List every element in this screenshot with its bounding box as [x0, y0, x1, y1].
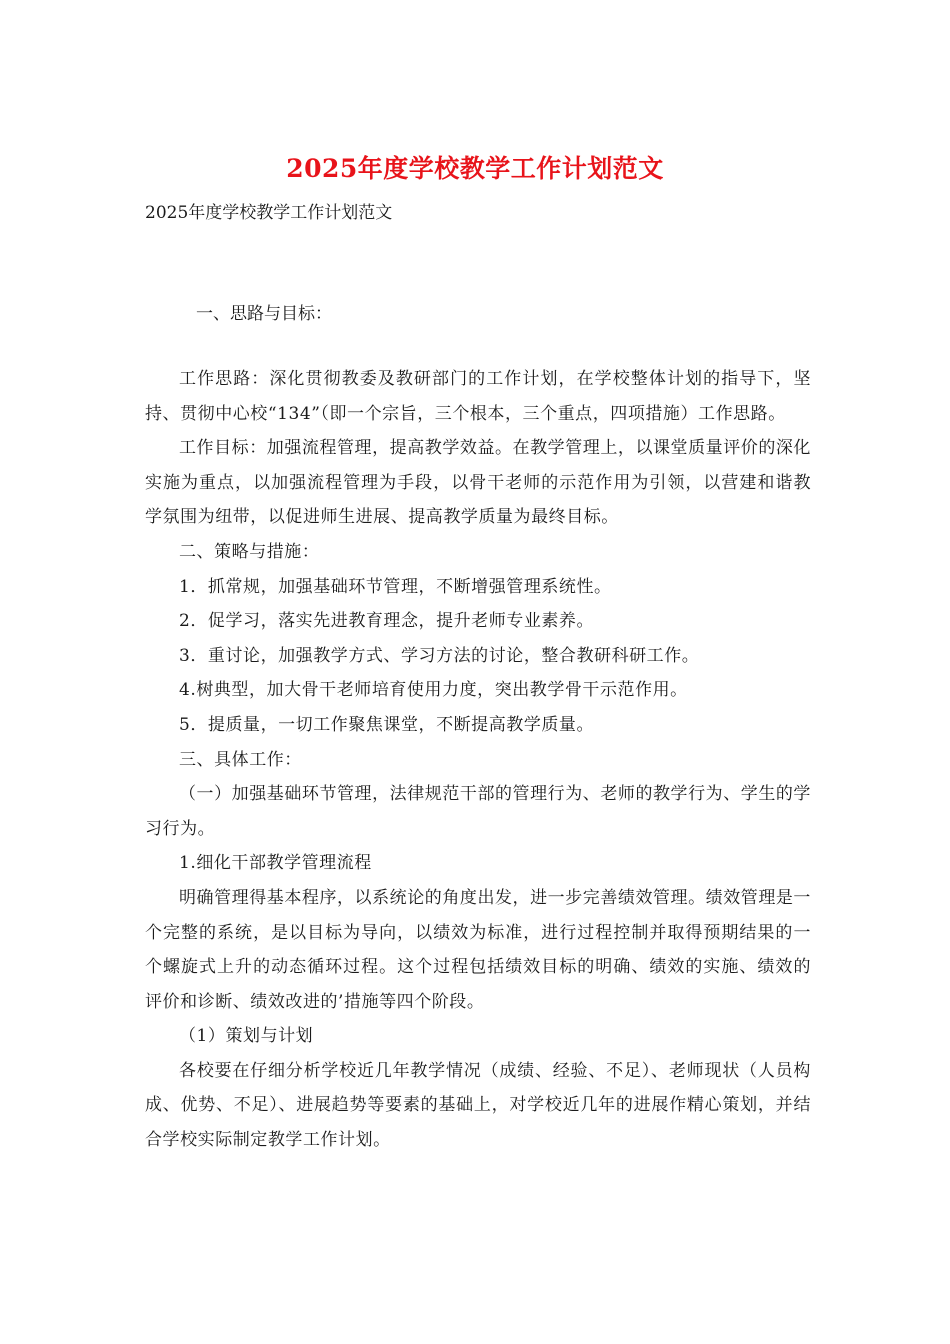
- document-subtitle: 2025年度学校教学工作计划范文: [145, 203, 393, 223]
- list-item: 4.树典型，加大骨干老师培育使用力度，突出教学骨干示范作用。: [179, 680, 688, 701]
- section-heading-3: 三、具体工作：: [179, 749, 302, 770]
- list-item: 1．抓常规，加强基础环节管理，不断增强管理系统性。: [179, 576, 612, 597]
- subsection-planning-heading: （1）策划与计划: [179, 1026, 314, 1047]
- subsection-heading-1: （一）加强基础环节管理，法律规范干部的管理行为、老师的教学行为、学生的学习行为。: [145, 784, 811, 839]
- document-body: [145, 362, 811, 1158]
- subsection-item-heading: 1.细化干部教学管理流程: [179, 853, 372, 874]
- list-item: 3．重讨论，加强教学方式、学习方法的讨论，整合教研科研工作。: [179, 645, 700, 666]
- list-item: 2．促学习，落实先进教育理念，提升老师专业素养。: [179, 611, 595, 632]
- document-title: 2025年度学校教学工作计划范文: [286, 154, 664, 183]
- paragraph-work-approach: 工作思路：深化贯彻教委及教研部门的工作计划，在学校整体计划的指导下，坚持、贯彻中心校“134”（即一个宗旨，三个根本，三个重点，四项措施）工作思路。: [145, 369, 811, 424]
- paragraph-performance-management: 明确管理得基本程序，以系统论的角度出发，进一步完善绩效管理。绩效管理是一个完整的系统，是以目标为导向，以绩效为标准，进行过程控制并取得预期结果的一个螺旋式上升的动态循环过程。这个过程包括绩效目标的明确、绩效的实施、绩效的评价和诊断、绩效改进的’措施等四个阶段。: [145, 887, 811, 1012]
- section-heading-2: 二、策略与措施：: [179, 541, 320, 562]
- section-heading-1: 一、思路与目标：: [196, 304, 332, 324]
- paragraph-work-goal: 工作目标：加强流程管理，提高教学效益。在教学管理上，以课堂质量评价的深化实施为重点，以加强流程管理为手段，以骨干老师的示范作用为引领，以营建和谐教学氛围为纽带，以促进师生进展、提高教学质量为最终目标。: [145, 438, 811, 528]
- list-item: 5．提质量，一切工作聚焦课堂，不断提高教学质量。: [179, 714, 595, 735]
- paragraph-planning: 各校要在仔细分析学校近几年教学情况（成绩、经验、不足）、老师现状（人员构成、优势、不足）、进展趋势等要素的基础上，对学校近几年的进展作精心策划，并结合学校实际制定教学工作计划。: [145, 1060, 811, 1151]
